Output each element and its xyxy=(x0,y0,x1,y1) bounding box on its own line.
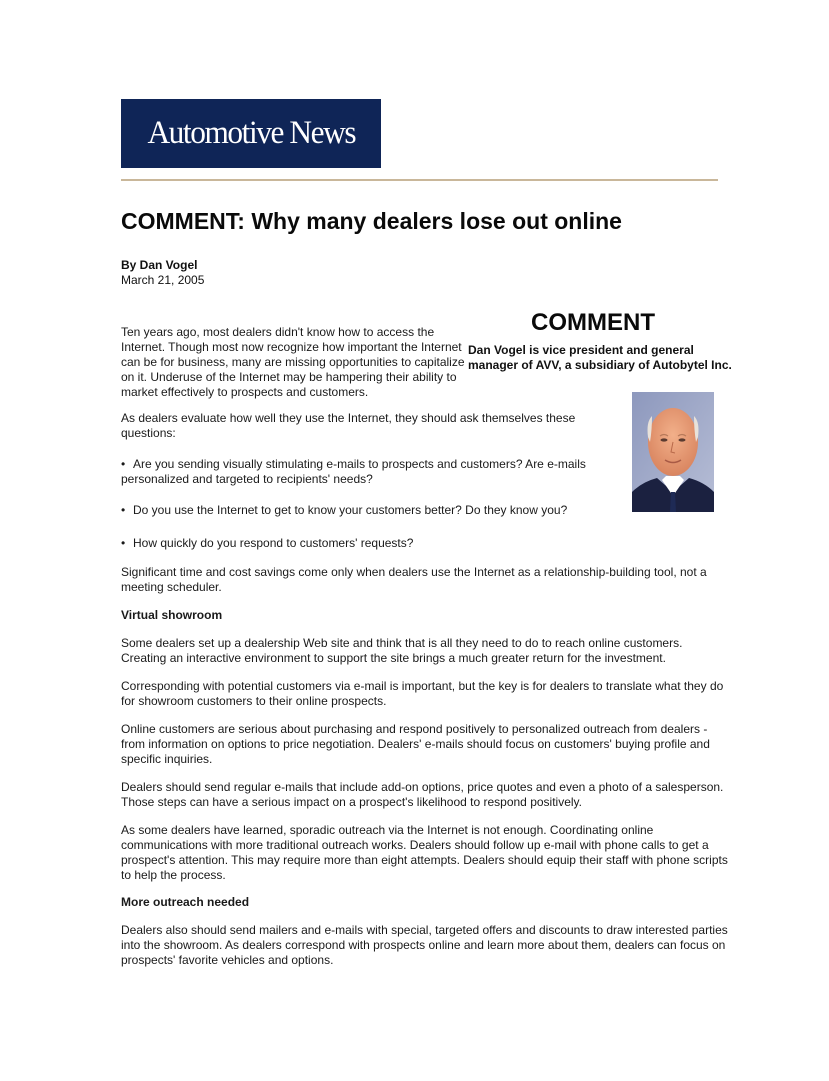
question-bullet xyxy=(121,503,621,518)
header-divider xyxy=(121,179,718,181)
evaluate-paragraph: As dealers evaluate how well they use the Internet, they should ask themselves these questions: xyxy=(121,411,576,440)
article-headline: COMMENT: Why many dealers lose out online xyxy=(121,208,622,234)
question-bullet xyxy=(121,457,621,487)
bullet-text: Are you sending visually stimulating e-mails to prospects and customers? Are e-mails personalized and targeted to recipients' needs? xyxy=(121,457,586,486)
intro-paragraph: Ten years ago, most dealers didn't know how to access the Internet. Though most now recognize how important the Internet can be for business, many are missing opportunities to capitalize on it. Underuse of the Internet may be hampering their ability to market effectively to prospects and customers. xyxy=(121,325,465,399)
body-paragraph: Some dealers set up a dealership Web site and think that is all they need to do to reach online customers. Creating an interactive environment to support the site brings a much greater return for the investment. xyxy=(121,636,683,665)
logo-text: Automotive News xyxy=(147,115,355,151)
publication-logo xyxy=(121,99,381,168)
author-photo-icon xyxy=(632,392,714,512)
body-paragraph: Corresponding with potential customers via e-mail is important, but the key is for dealers to translate what they do for showroom customers to their online prospects. xyxy=(121,679,724,708)
section-heading-more-outreach: More outreach needed xyxy=(121,895,250,909)
body-paragraph: As some dealers have learned, sporadic outreach via the Internet is not enough. Coordinating online communications with more traditional outreach works. Dealers should follow up e-mail with phone calls to get a prospect's attention. This may require more than eight attempts. Dealers should equip their staff with phone scripts to help the process. xyxy=(121,823,728,882)
bullet-icon: • xyxy=(121,503,126,517)
body-paragraph: Dealers should send regular e-mails that include add-on options, price quotes and even a photo of a salesperson. Those steps can have a serious impact on a prospect's likelihood to respond positively. xyxy=(121,780,724,809)
bullet-icon: • xyxy=(121,457,126,471)
byline: By Dan Vogel xyxy=(121,258,198,272)
body-paragraph: Online customers are serious about purchasing and respond positively to personalized outreach from dealers - from information on options to price negotiation. Dealers' e-mails should focus on customers' buying profile and specific inquiries. xyxy=(121,722,710,766)
article-date: March 21, 2005 xyxy=(121,273,205,287)
sidebar-title: COMMENT xyxy=(531,309,655,336)
section-heading-virtual-showroom: Virtual showroom xyxy=(121,608,223,622)
author-bio: Dan Vogel is vice president and general manager of AVV, a subsidiary of Autobytel Inc. xyxy=(468,343,732,372)
body-paragraph: Dealers also should send mailers and e-mails with special, targeted offers and discounts to draw interested parties into the showroom. As dealers correspond with prospects online and learn more about them, dealers can focus on prospects' favorite vehicles and options. xyxy=(121,923,728,967)
question-bullet xyxy=(121,536,621,551)
bullet-text: How quickly do you respond to customers' requests? xyxy=(133,536,414,550)
bullet-icon: • xyxy=(121,536,126,550)
body-paragraph: Significant time and cost savings come only when dealers use the Internet as a relationship-building tool, not a meeting scheduler. xyxy=(121,565,707,594)
bullet-text: Do you use the Internet to get to know your customers better? Do they know you? xyxy=(133,503,568,517)
